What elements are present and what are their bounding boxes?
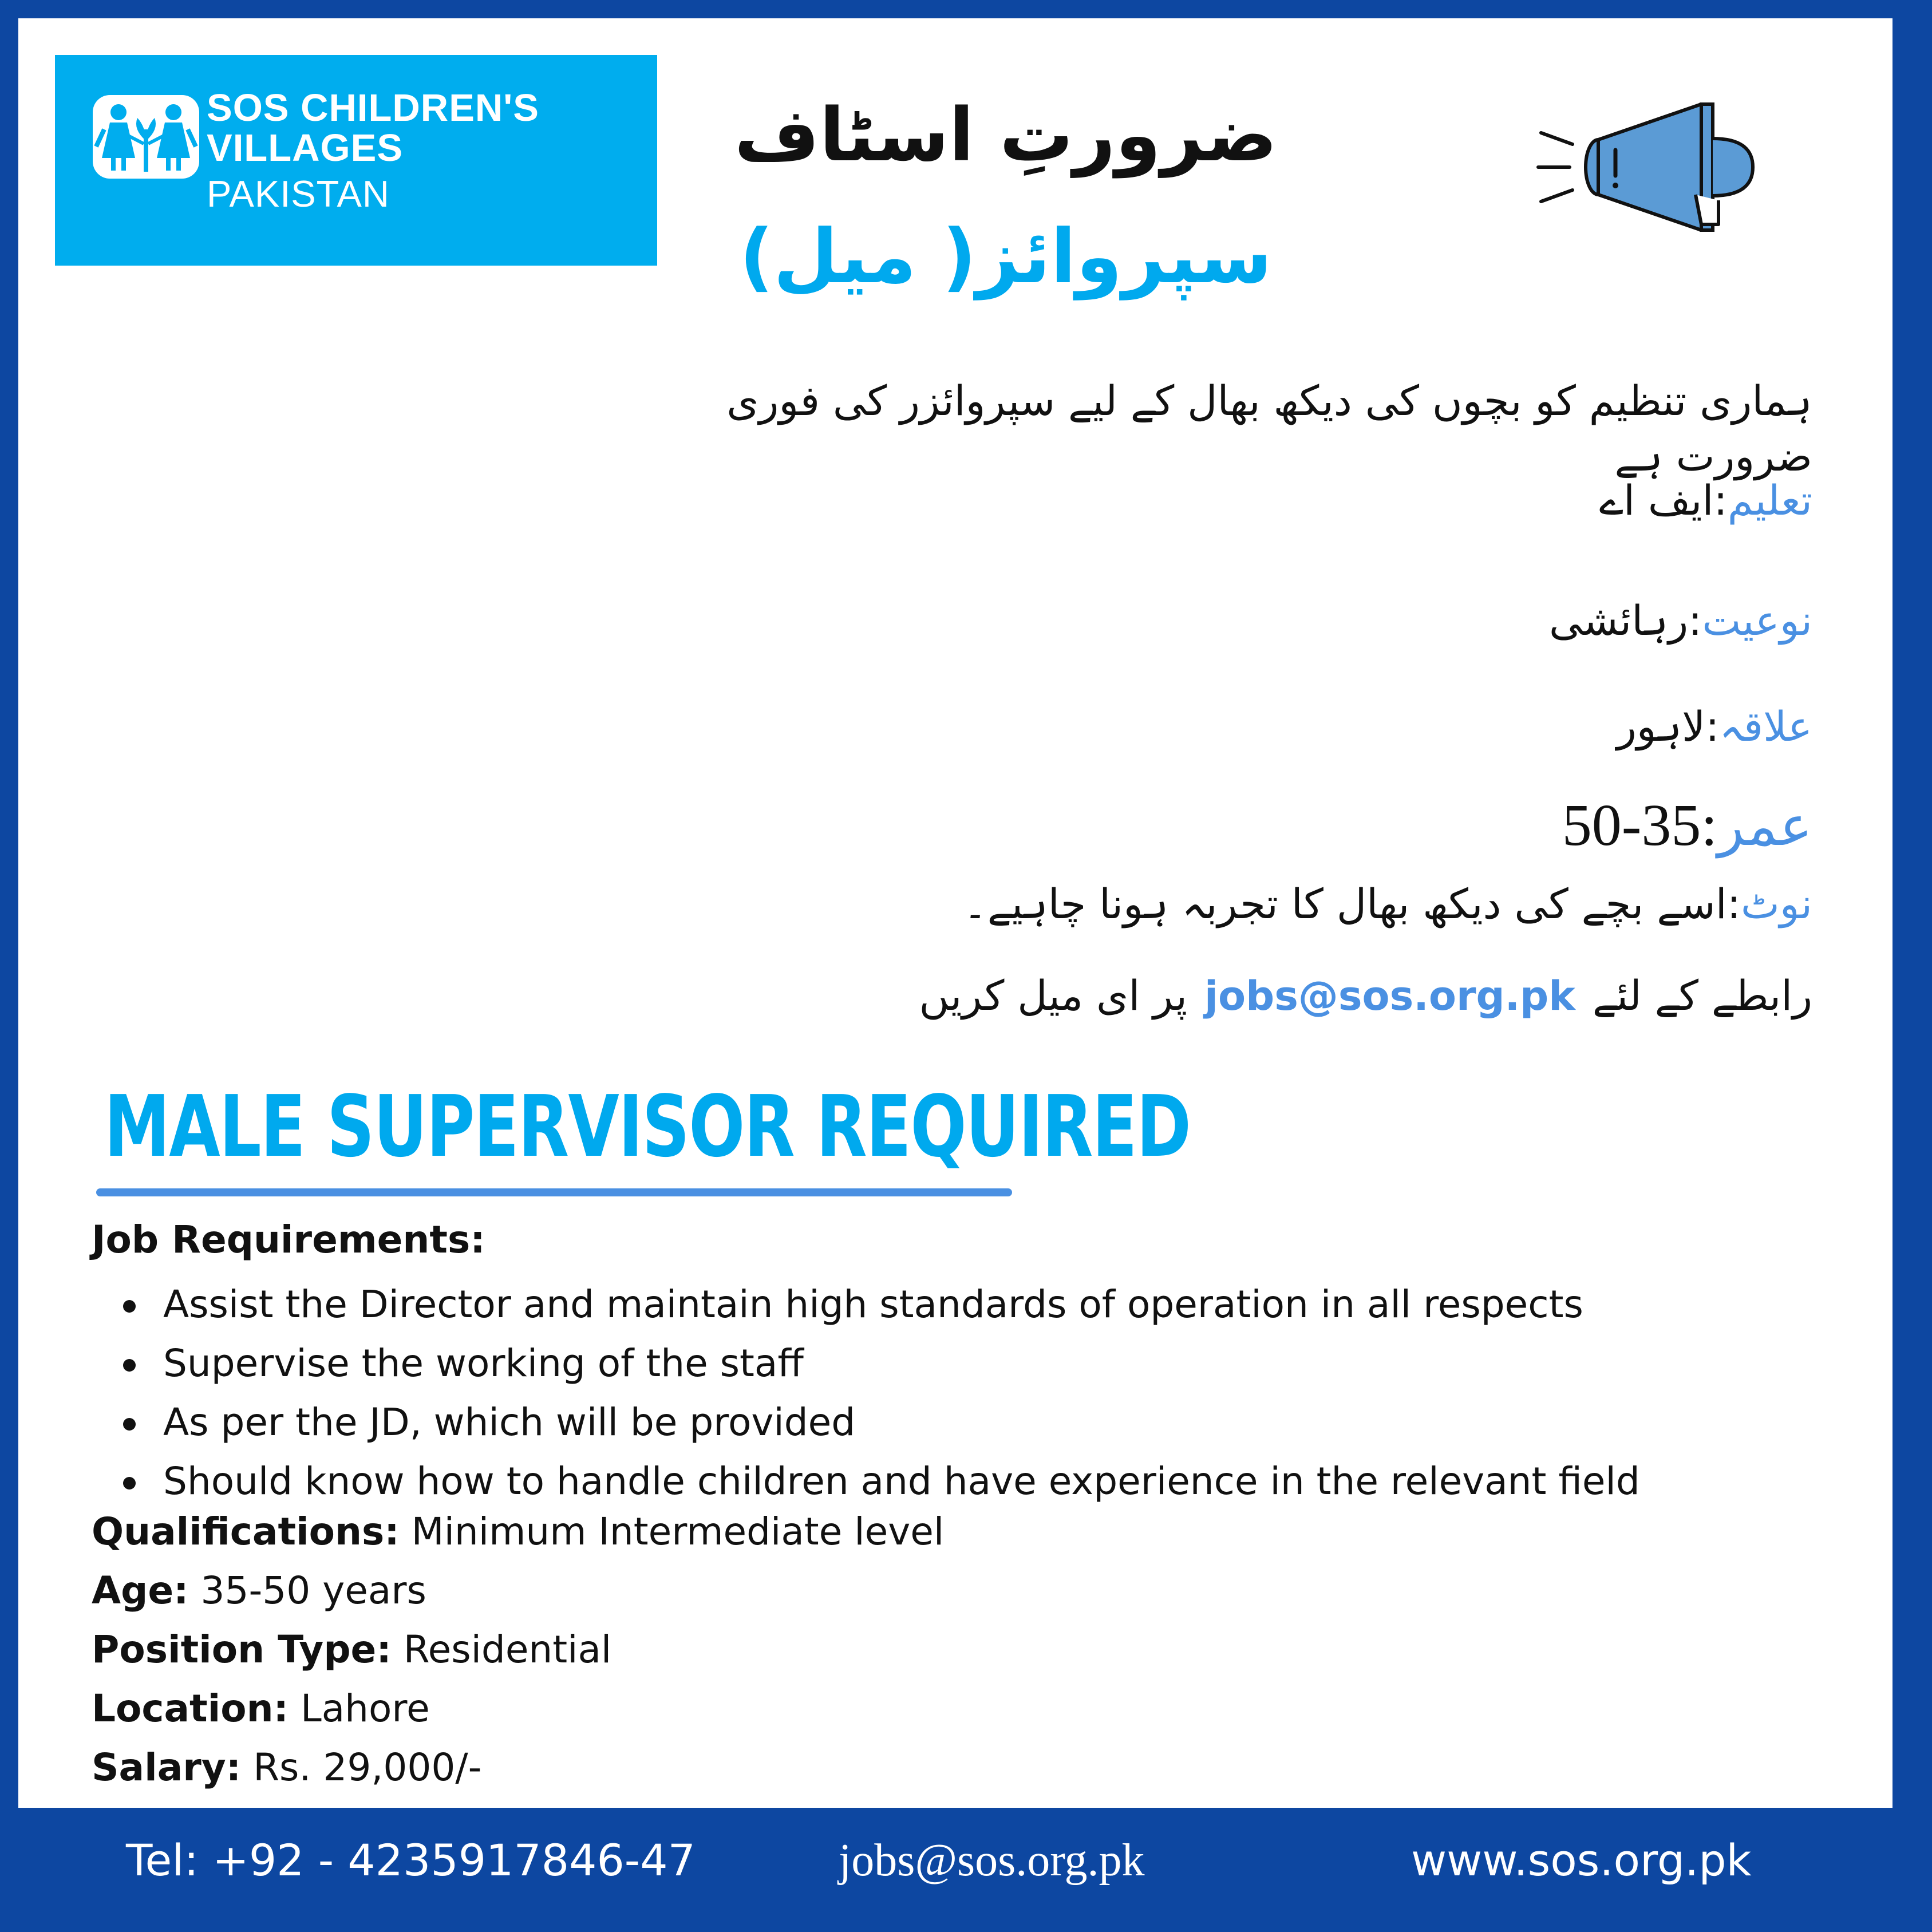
salary-label: Salary: — [92, 1745, 242, 1789]
location-value: Lahore — [300, 1686, 430, 1730]
footer-telephone[interactable]: Tel: +92 - 4235917846-47 — [126, 1835, 696, 1886]
sos-logo — [55, 55, 657, 266]
urdu-contact-prefix: رابطے کے لئے — [1592, 971, 1812, 1020]
urdu-type-label: نوعیت — [1702, 596, 1812, 645]
list-item: Should know how to handle children and have experience in the relevant field — [92, 1452, 1640, 1511]
position-value: Residential — [403, 1627, 612, 1672]
age-value: 35-50 years — [200, 1568, 426, 1613]
urdu-area-value: :لاہور — [1616, 702, 1720, 750]
urdu-education-value: :ایف اے — [1599, 476, 1728, 524]
urdu-note-label: نوٹ — [1740, 880, 1812, 928]
urdu-title: ضرورتِ اسٹاف — [734, 93, 1278, 178]
urdu-age-label: عمر — [1717, 794, 1812, 858]
field-salary — [92, 1745, 481, 1789]
heading-underline — [96, 1188, 1012, 1196]
field-location — [92, 1686, 430, 1730]
urdu-education — [1599, 476, 1812, 524]
logo-line-1: SOS CHILDREN'S — [207, 86, 539, 129]
logo-line-3: PAKISTAN — [207, 172, 390, 215]
urdu-type — [1549, 596, 1812, 645]
megaphone-icon — [1535, 98, 1764, 236]
list-item: Assist the Director and maintain high standards of operation in all respects — [92, 1275, 1640, 1334]
list-item: As per the JD, which will be provided — [92, 1393, 1640, 1452]
footer-website[interactable]: www.sos.org.pk — [1411, 1835, 1752, 1886]
requirements-list — [92, 1275, 1640, 1511]
children-family-icon — [93, 95, 199, 179]
urdu-age-value: :35-50 — [1562, 792, 1718, 858]
logo-text — [207, 88, 539, 214]
requirements-title: Job Requirements: — [92, 1218, 485, 1262]
urdu-contact-suffix: پر ای میل کریں — [919, 971, 1187, 1020]
urdu-subtitle: سپروائز( میل) — [739, 213, 1273, 300]
urdu-type-value: :رہائشی — [1548, 596, 1702, 645]
urdu-contact — [919, 971, 1812, 1020]
urdu-area-label: علاقہ — [1719, 702, 1812, 750]
age-label: Age: — [92, 1568, 189, 1613]
english-heading: MALE SUPERVISOR REQUIRED — [104, 1077, 1191, 1176]
urdu-education-label: تعلیم — [1727, 476, 1812, 524]
salary-value: Rs. 29,000/- — [253, 1745, 482, 1789]
urdu-note-value: :اسے بچے کی دیکھ بھال کا تجربہ ہونا چاہیے۔ — [963, 880, 1741, 928]
location-label: Location: — [92, 1686, 289, 1730]
urdu-age — [1562, 791, 1812, 859]
list-item: Supervise the working of the staff — [92, 1334, 1640, 1393]
qualifications-label: Qualifications: — [92, 1510, 400, 1554]
logo-line-2: VILLAGES — [207, 127, 404, 170]
field-qualifications — [92, 1510, 944, 1554]
urdu-note — [963, 880, 1813, 928]
urdu-contact-email[interactable]: jobs@sos.org.pk — [1204, 973, 1575, 1020]
job-advert-card — [18, 18, 1893, 1808]
footer-email[interactable]: jobs@sos.org.pk — [839, 1835, 1145, 1886]
qualifications-value: Minimum Intermediate level — [411, 1510, 945, 1554]
field-age — [92, 1568, 426, 1613]
urdu-area — [1617, 702, 1812, 750]
urdu-intro: ہماری تنظیم کو بچوں کی دیکھ بھال کے لیے سپروائزر کی فوری ضرورت ہے — [726, 377, 1812, 481]
field-position-type — [92, 1627, 611, 1672]
position-label: Position Type: — [92, 1627, 392, 1672]
